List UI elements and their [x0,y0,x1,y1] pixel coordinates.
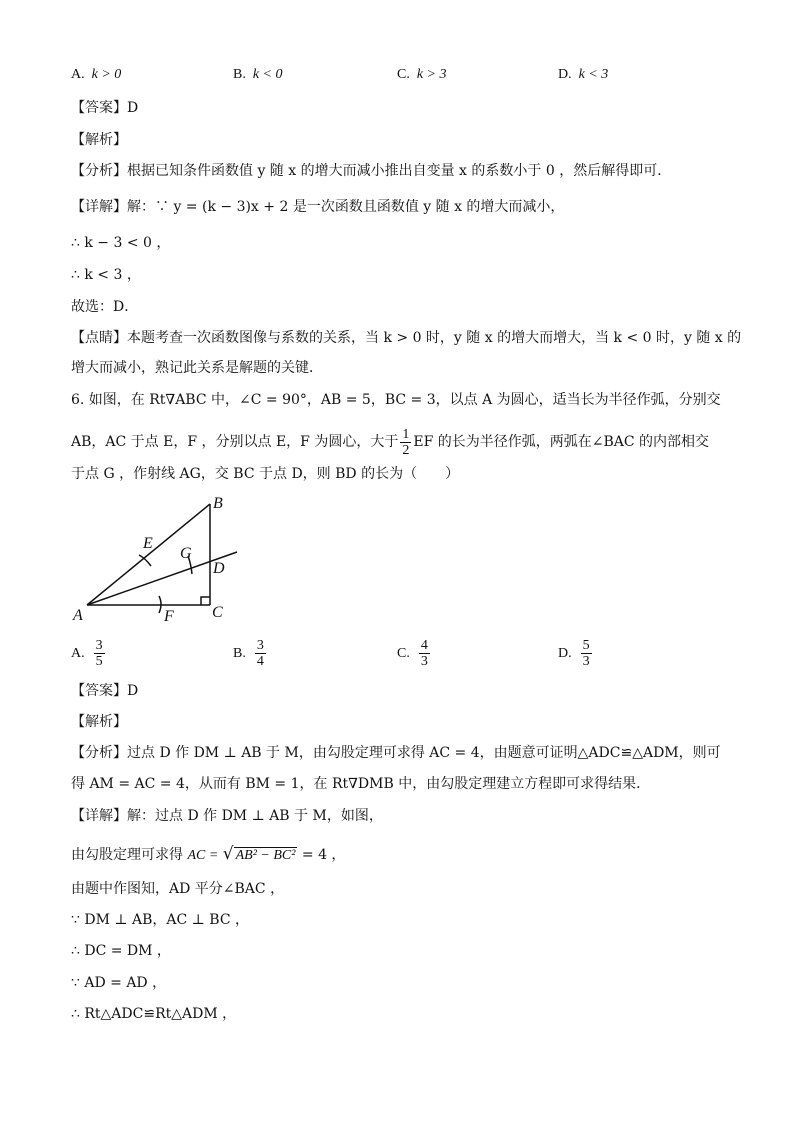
q5-option-d: D. k < 3 [558,67,609,82]
q5-step1: ∴ k − 3 < 0 ， [71,235,171,251]
q6-option-b: B. $\frac{3}{4}$ [233,638,264,670]
label-g: G [180,545,192,562]
q6-step-eq2: ∵ AD = AD ， [71,975,167,991]
triangle-figure [70,492,250,627]
q6-step-bisect: 由题中作图知，AD 平分∠BAC ， [71,881,285,897]
q6-options [71,634,711,674]
q6-step-eq1: ∴ DC = DM ， [71,943,171,959]
q5-option-a: A. k > 0 [71,67,122,82]
sqrt-sign: √ [222,844,234,864]
q5-detail: 【详解】解：∵ y = (k − 3)x + 2 是一次函数且函数值 y 随 x 的增大而减小， [71,199,565,215]
label-f: F [164,608,174,625]
q6-option-d: D. $\frac{5}{3}$ [558,638,590,670]
q5-choose: 故选：D． [71,299,139,315]
q5-analysis-tag: 【解析】 [71,132,127,148]
q6-fenxi-line2: 得 AM = AC = 4，从而有 BM = 1，在 Rt∇DMB 中，由勾股定理建立方程即可求得结果． [71,776,651,792]
q6-stem-line3: 于点 G ，作射线 AG，交 BC 于点 D，则 BD 的长为（ ） [71,466,460,482]
q6-fenxi-line1: 【分析】过点 D 作 DM ⊥ AB 于 M，由勾股定理可求得 AC = 4，由题意可证明△ADC≌△ADM，则可 [71,745,721,761]
q5-dianjing-line1: 【点睛】本题考查一次函数图像与系数的关系，当 k > 0 时，y 随 x 的增大而增大，当 k < 0 时，y 随 x 的 [71,330,742,346]
label-b: B [213,495,223,512]
q6-half-fraction: $\frac{1}{2}$ [402,426,410,458]
label-a: A [73,607,83,624]
q6-stem-line2: AB，AC 于点 E，F ，分别以点 E，F 为圆心，大于 $\frac{1}{2}$ EF 的长为半径作弧，两弧在∠BAC 的内部相交 [71,426,710,458]
label-c: C [212,604,223,621]
q6-option-a: A. $\frac{3}{5}$ [71,638,103,670]
q6-detail: 【详解】解：过点 D 作 DM ⊥ AB 于 M，如图， [71,808,383,824]
q6-pythagoras-step: 由勾股定理可求得 AC = √ AB² − BC² = 4 ， [71,844,346,864]
q6-step-perp: ∵ DM ⊥ AB，AC ⊥ BC ， [71,912,249,928]
q5-fenxi: 【分析】根据已知条件函数值 y 随 x 的增大而减小推出自变量 x 的系数小于 0 ，然后解得即可． [71,163,672,179]
q6-answer: 【答案】D [71,683,139,699]
q6-stem-line1: 6. 如图，在 Rt∇ABC 中，∠C = 90°，AB = 5，BC = 3，以点 A 为圆心，适当长为半径作弧，分别交 [71,392,721,408]
q5-option-b: B. k < 0 [233,67,283,82]
q5-answer: 【答案】D [71,100,139,116]
q6-analysis-tag: 【解析】 [71,714,127,730]
label-d: D [213,560,225,577]
label-e: E [143,535,153,552]
q5-dianjing-line2: 增大而减小，熟记此关系是解题的关键． [71,360,323,376]
q5-option-c: C. k > 3 [397,67,447,82]
q5-step2: ∴ k < 3 ， [71,267,141,283]
q6-option-c: C. $\frac{4}{3}$ [397,638,428,670]
q6-step-cong: ∴ Rt△ADC≌Rt△ADM ， [71,1006,237,1022]
